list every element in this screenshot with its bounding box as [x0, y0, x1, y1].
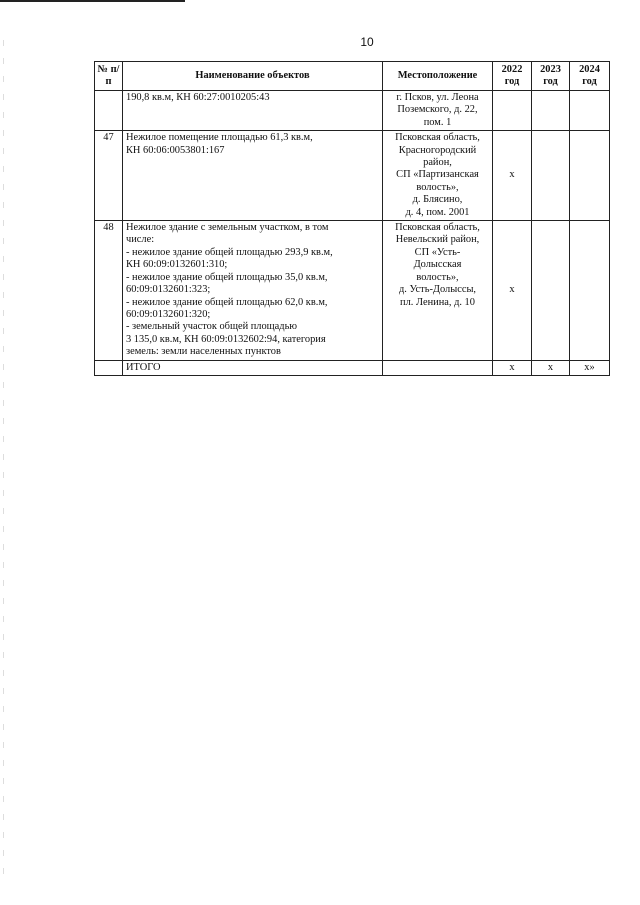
- total-label: ИТОГО: [123, 360, 383, 375]
- row-location: Псковская область, Красногородский район, СП «Партизанская волость», д. Блясино, д. 4, пом. 2001: [383, 131, 493, 221]
- header-2024: 2024 год: [570, 62, 610, 91]
- total-num: [95, 360, 123, 375]
- row-2023: [532, 91, 570, 131]
- total-2024: х»: [570, 360, 610, 375]
- total-row: [95, 360, 610, 375]
- header-2022: 2022 год: [493, 62, 532, 91]
- table-row: [95, 221, 610, 360]
- header-location: Местоположение: [383, 62, 493, 91]
- row-name: Нежилое здание с земельным участком, в том числе: - нежилое здание общей площадью 293,9 кв.м, КН 60:09:0132601:310; - нежилое здание общей площадью 35,0 кв.м, 60:09:0132601:323; - нежилое здание общей площадью 62,0 кв.м, 60:09:0132601:320; - земельный участок общей площадью 3 135,0 кв.м, КН 60:09:0132602:94, категория земель: земли населенных пунктов: [123, 221, 383, 360]
- row-name: Нежилое помещение площадью 61,3 кв.м, КН 60:06:0053801:167: [123, 131, 383, 221]
- row-name: 190,8 кв.м, КН 60:27:0010205:43: [123, 91, 383, 131]
- total-2022: х: [493, 360, 532, 375]
- row-2024: [570, 131, 610, 221]
- row-num: 47: [95, 131, 123, 221]
- row-2022: х: [493, 221, 532, 360]
- top-rule: [0, 0, 185, 2]
- row-2022: [493, 91, 532, 131]
- scan-edge-artifact: [3, 40, 4, 880]
- row-num: [95, 91, 123, 131]
- table-row: [95, 131, 610, 221]
- row-2023: [532, 131, 570, 221]
- row-2024: [570, 91, 610, 131]
- row-location: Псковская область, Невельский район, СП «Усть- Долысская волость», д. Усть-Долыссы, пл. Ленина, д. 10: [383, 221, 493, 360]
- page-number: 10: [360, 35, 374, 49]
- header-name: Наименование объектов: [123, 62, 383, 91]
- table-row: [95, 91, 610, 131]
- header-num: № п/п: [95, 62, 123, 91]
- table-header-row: [95, 62, 610, 91]
- total-location: [383, 360, 493, 375]
- row-location: г. Псков, ул. Леона Поземского, д. 22, пом. 1: [383, 91, 493, 131]
- row-2022: х: [493, 131, 532, 221]
- row-2024: [570, 221, 610, 360]
- objects-table: [94, 61, 610, 376]
- total-2023: х: [532, 360, 570, 375]
- row-num: 48: [95, 221, 123, 360]
- header-2023: 2023 год: [532, 62, 570, 91]
- row-2023: [532, 221, 570, 360]
